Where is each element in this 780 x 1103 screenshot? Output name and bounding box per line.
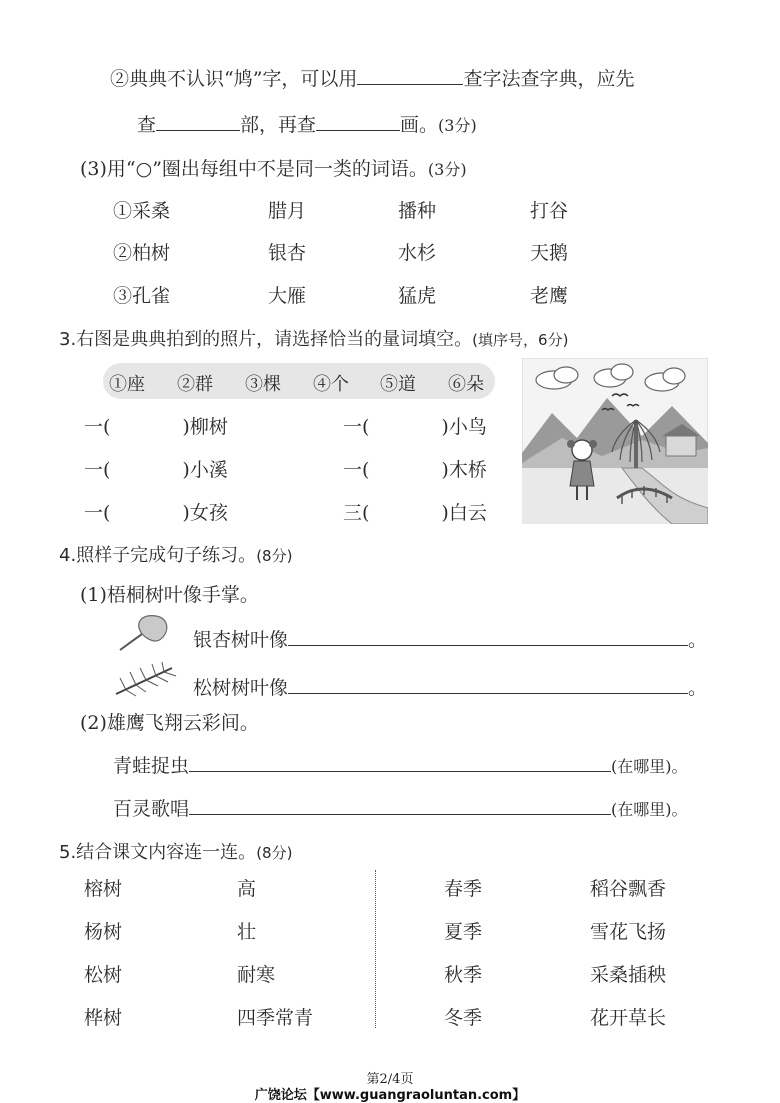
word-group-1-a[interactable]: ①采桑 [113,200,171,222]
q4-score: (8分) [256,547,293,565]
column-divider [375,870,376,1028]
q3-title-text: 3.右图是典典拍到的照片，请选择恰当的量词填空。 [59,329,473,350]
word-group-2-d[interactable]: 天鹅 [530,242,569,264]
q4-title [59,541,292,567]
match-tree-4[interactable]: 桦树 [84,1007,123,1029]
measure-prefix: 一( [84,416,111,438]
q2-2-text-e: 画。 [400,114,439,136]
match-tree-3[interactable]: 松树 [84,964,123,986]
measure-item-stream [84,455,228,482]
match-scene-4[interactable]: 花开草长 [590,1007,667,1029]
option-2: ②群 [177,374,213,395]
word-group-1-c[interactable]: 播种 [398,200,437,222]
option-6: ⑥朵 [448,374,484,395]
q4-title-text: 4.照样子完成句子练习。 [59,545,257,566]
measure-suffix: )女孩 [182,502,228,524]
measure-item-cloud [343,498,487,525]
q2-2-line2 [137,110,477,137]
option-1: ①座 [109,374,145,395]
pine-needles-icon [112,660,180,700]
q2-2-score: (3分) [438,116,477,135]
measure-item-bridge [343,455,487,482]
ginkgo-leaf-icon [112,612,172,654]
measure-suffix: )小鸟 [441,416,487,438]
option-5: ⑤道 [380,374,416,395]
q4-2-prompt-lark: 百灵歌唱 [113,798,190,820]
word-group-2-a[interactable]: ②柏树 [113,242,171,264]
answer-line-frog[interactable] [189,771,611,772]
word-group-3-a[interactable]: ③孔雀 [113,285,171,307]
q2-2-text-c: 查 [137,114,157,136]
q4-1-prompt-pine: 松树树叶像 [193,677,289,699]
option-3: ③棵 [245,374,281,395]
q3-note: (填序号，6分) [472,331,569,349]
q2-2-text-d: 部，再查 [240,114,317,136]
measure-item-girl [84,498,228,525]
word-group-2-b[interactable]: 银杏 [268,242,307,264]
q4-1-title: (1)梧桐树叶像手掌。 [80,584,259,606]
where-mark: (在哪里)。 [611,757,688,776]
match-trait-4[interactable]: 四季常青 [237,1007,314,1029]
forum-watermark: 广饶论坛【www.guangraoluntan.com】 [254,1088,526,1103]
q5-score: (8分) [256,844,293,862]
measure-suffix: )小溪 [182,459,228,481]
match-season-4[interactable]: 冬季 [444,1007,483,1029]
answer-blank-radical[interactable] [156,130,240,131]
match-trait-2[interactable]: 壮 [237,921,257,943]
word-group-3-d[interactable]: 老鹰 [530,285,569,307]
answer-blank-strokes[interactable] [316,130,400,131]
match-scene-3[interactable]: 采桑插秧 [590,964,667,986]
measure-prefix: 一( [343,416,370,438]
match-trait-3[interactable]: 耐寒 [237,964,276,986]
measure-item-bird [343,412,487,439]
match-season-2[interactable]: 夏季 [444,921,483,943]
match-scene-1[interactable]: 稻谷飘香 [590,878,667,900]
answer-line-pine[interactable] [288,693,688,694]
word-group-3-c[interactable]: 猛虎 [398,285,437,307]
q4-2-line-lark [113,794,688,821]
q2-2-text-b: 查字法查字典，应先 [463,68,635,90]
q5-title [59,838,292,864]
q2-3-title [80,154,467,181]
page-number: 第2/4页 [366,1072,414,1087]
match-tree-2[interactable]: 杨树 [84,921,123,943]
measure-suffix: )白云 [441,502,487,524]
measure-item-willow [84,412,228,439]
q2-3-title-text: (3)用“○”圈出每组中不是同一类的词语。 [80,158,428,180]
word-group-2-c[interactable]: 水杉 [398,242,437,264]
answer-line-ginkgo[interactable] [288,645,688,646]
q5-title-text: 5.结合课文内容连一连。 [59,842,257,863]
option-4: ④个 [313,374,349,395]
q4-1-line-ginkgo [193,625,707,652]
match-scene-2[interactable]: 雪花飞扬 [590,921,667,943]
q2-2-text-a: ②典典不认识“鸠”字，可以用 [110,68,358,90]
q3-title [59,325,568,351]
q4-2-title: (2)雄鹰飞翔云彩间。 [80,712,259,734]
option-bar [103,363,495,399]
measure-suffix: )木桥 [441,459,487,481]
end-mark: 。 [688,677,708,699]
match-tree-1[interactable]: 榕树 [84,878,123,900]
q4-2-line-frog [113,751,688,778]
q4-1-prompt-ginkgo: 银杏树叶像 [193,629,289,651]
match-trait-1[interactable]: 高 [237,878,257,900]
end-mark: 。 [688,629,708,651]
answer-line-lark[interactable] [189,814,611,815]
word-group-1-b[interactable]: 腊月 [268,200,307,222]
word-group-3-b[interactable]: 大雁 [268,285,307,307]
q4-2-prompt-frog: 青蛙捉虫 [113,755,190,777]
where-mark: (在哪里)。 [611,800,688,819]
scene-illustration [522,358,708,524]
q2-3-score: (3分) [427,160,467,179]
measure-prefix: 一( [343,459,370,481]
word-group-1-d[interactable]: 打谷 [530,200,569,222]
measure-prefix: 三( [343,502,370,524]
q4-1-line-pine [193,673,707,700]
match-season-3[interactable]: 秋季 [444,964,483,986]
q2-2-line1 [110,64,634,91]
match-season-1[interactable]: 春季 [444,878,483,900]
measure-suffix: )柳树 [182,416,228,438]
measure-prefix: 一( [84,502,111,524]
measure-prefix: 一( [84,459,111,481]
answer-blank-method[interactable] [357,84,463,85]
